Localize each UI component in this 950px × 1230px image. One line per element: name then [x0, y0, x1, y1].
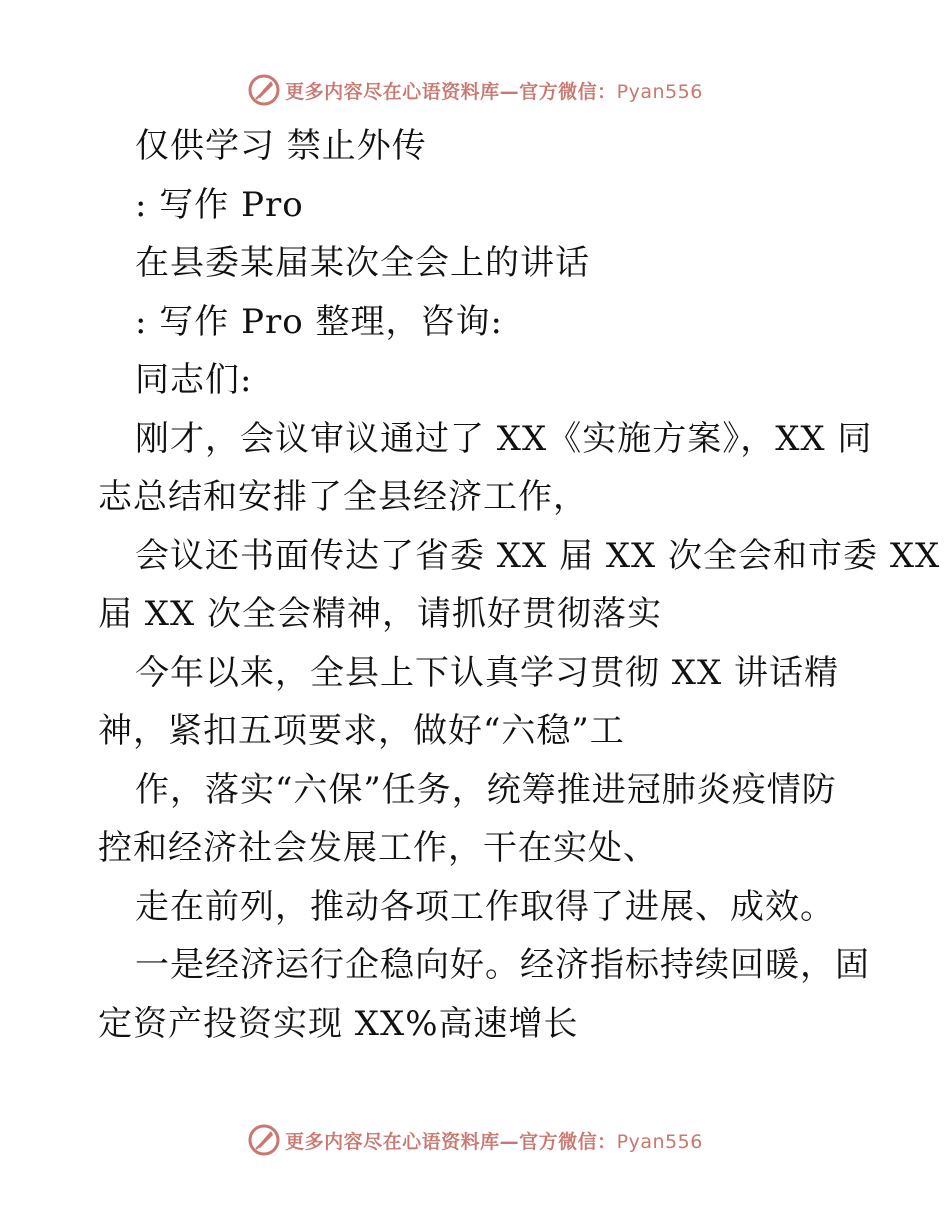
document-body — [98, 117, 941, 1053]
footer-banner — [0, 1120, 950, 1160]
banner-text: 更多内容尽在心语资料库—官方微信：Pyan556 — [285, 80, 703, 103]
doc-line: 仅供学习 禁止外传 — [135, 126, 427, 166]
doc-line: : 写作 Pro 整理，咨询: — [135, 301, 503, 342]
doc-line: : 写作 Pro — [135, 184, 304, 225]
doc-line: 走在前列，推动各项工作取得了进展、成效。 — [135, 886, 835, 927]
doc-line: 今年以来，全县上下认真学习贯彻 XX 讲话精 — [135, 652, 840, 693]
quill-logo-icon — [247, 1123, 281, 1157]
doc-line: 神，紧扣五项要求，做好“六稳”工 — [98, 711, 625, 751]
doc-line: 作，落实“六保”任务，统筹推进冠肺炎疫情防 — [135, 769, 837, 810]
doc-title: 在县委某届某次全会上的讲话 — [135, 243, 590, 283]
banner-text: 更多内容尽在心语资料库—官方微信：Pyan556 — [285, 1130, 703, 1153]
quill-logo-icon — [247, 73, 281, 107]
doc-line: 定资产投资实现 XX%高速增长 — [98, 1003, 579, 1044]
header-banner — [0, 70, 950, 110]
doc-line: 刚才，会议审议通过了 XX《实施方案》，XX 同 — [135, 418, 873, 459]
doc-line: 届 XX 次全会精神，请抓好贯彻落实 — [98, 594, 663, 634]
doc-line: 志总结和安排了全县经济工作， — [98, 477, 588, 517]
doc-salutation: 同志们: — [135, 360, 253, 400]
doc-line: 会议还书面传达了省委 XX 届 XX 次全会和市委 XX — [135, 535, 941, 576]
doc-line: 控和经济社会发展工作，干在实处、 — [98, 828, 658, 868]
doc-line: 一是经济运行企稳向好。经济指标持续回暖，固 — [135, 945, 870, 985]
